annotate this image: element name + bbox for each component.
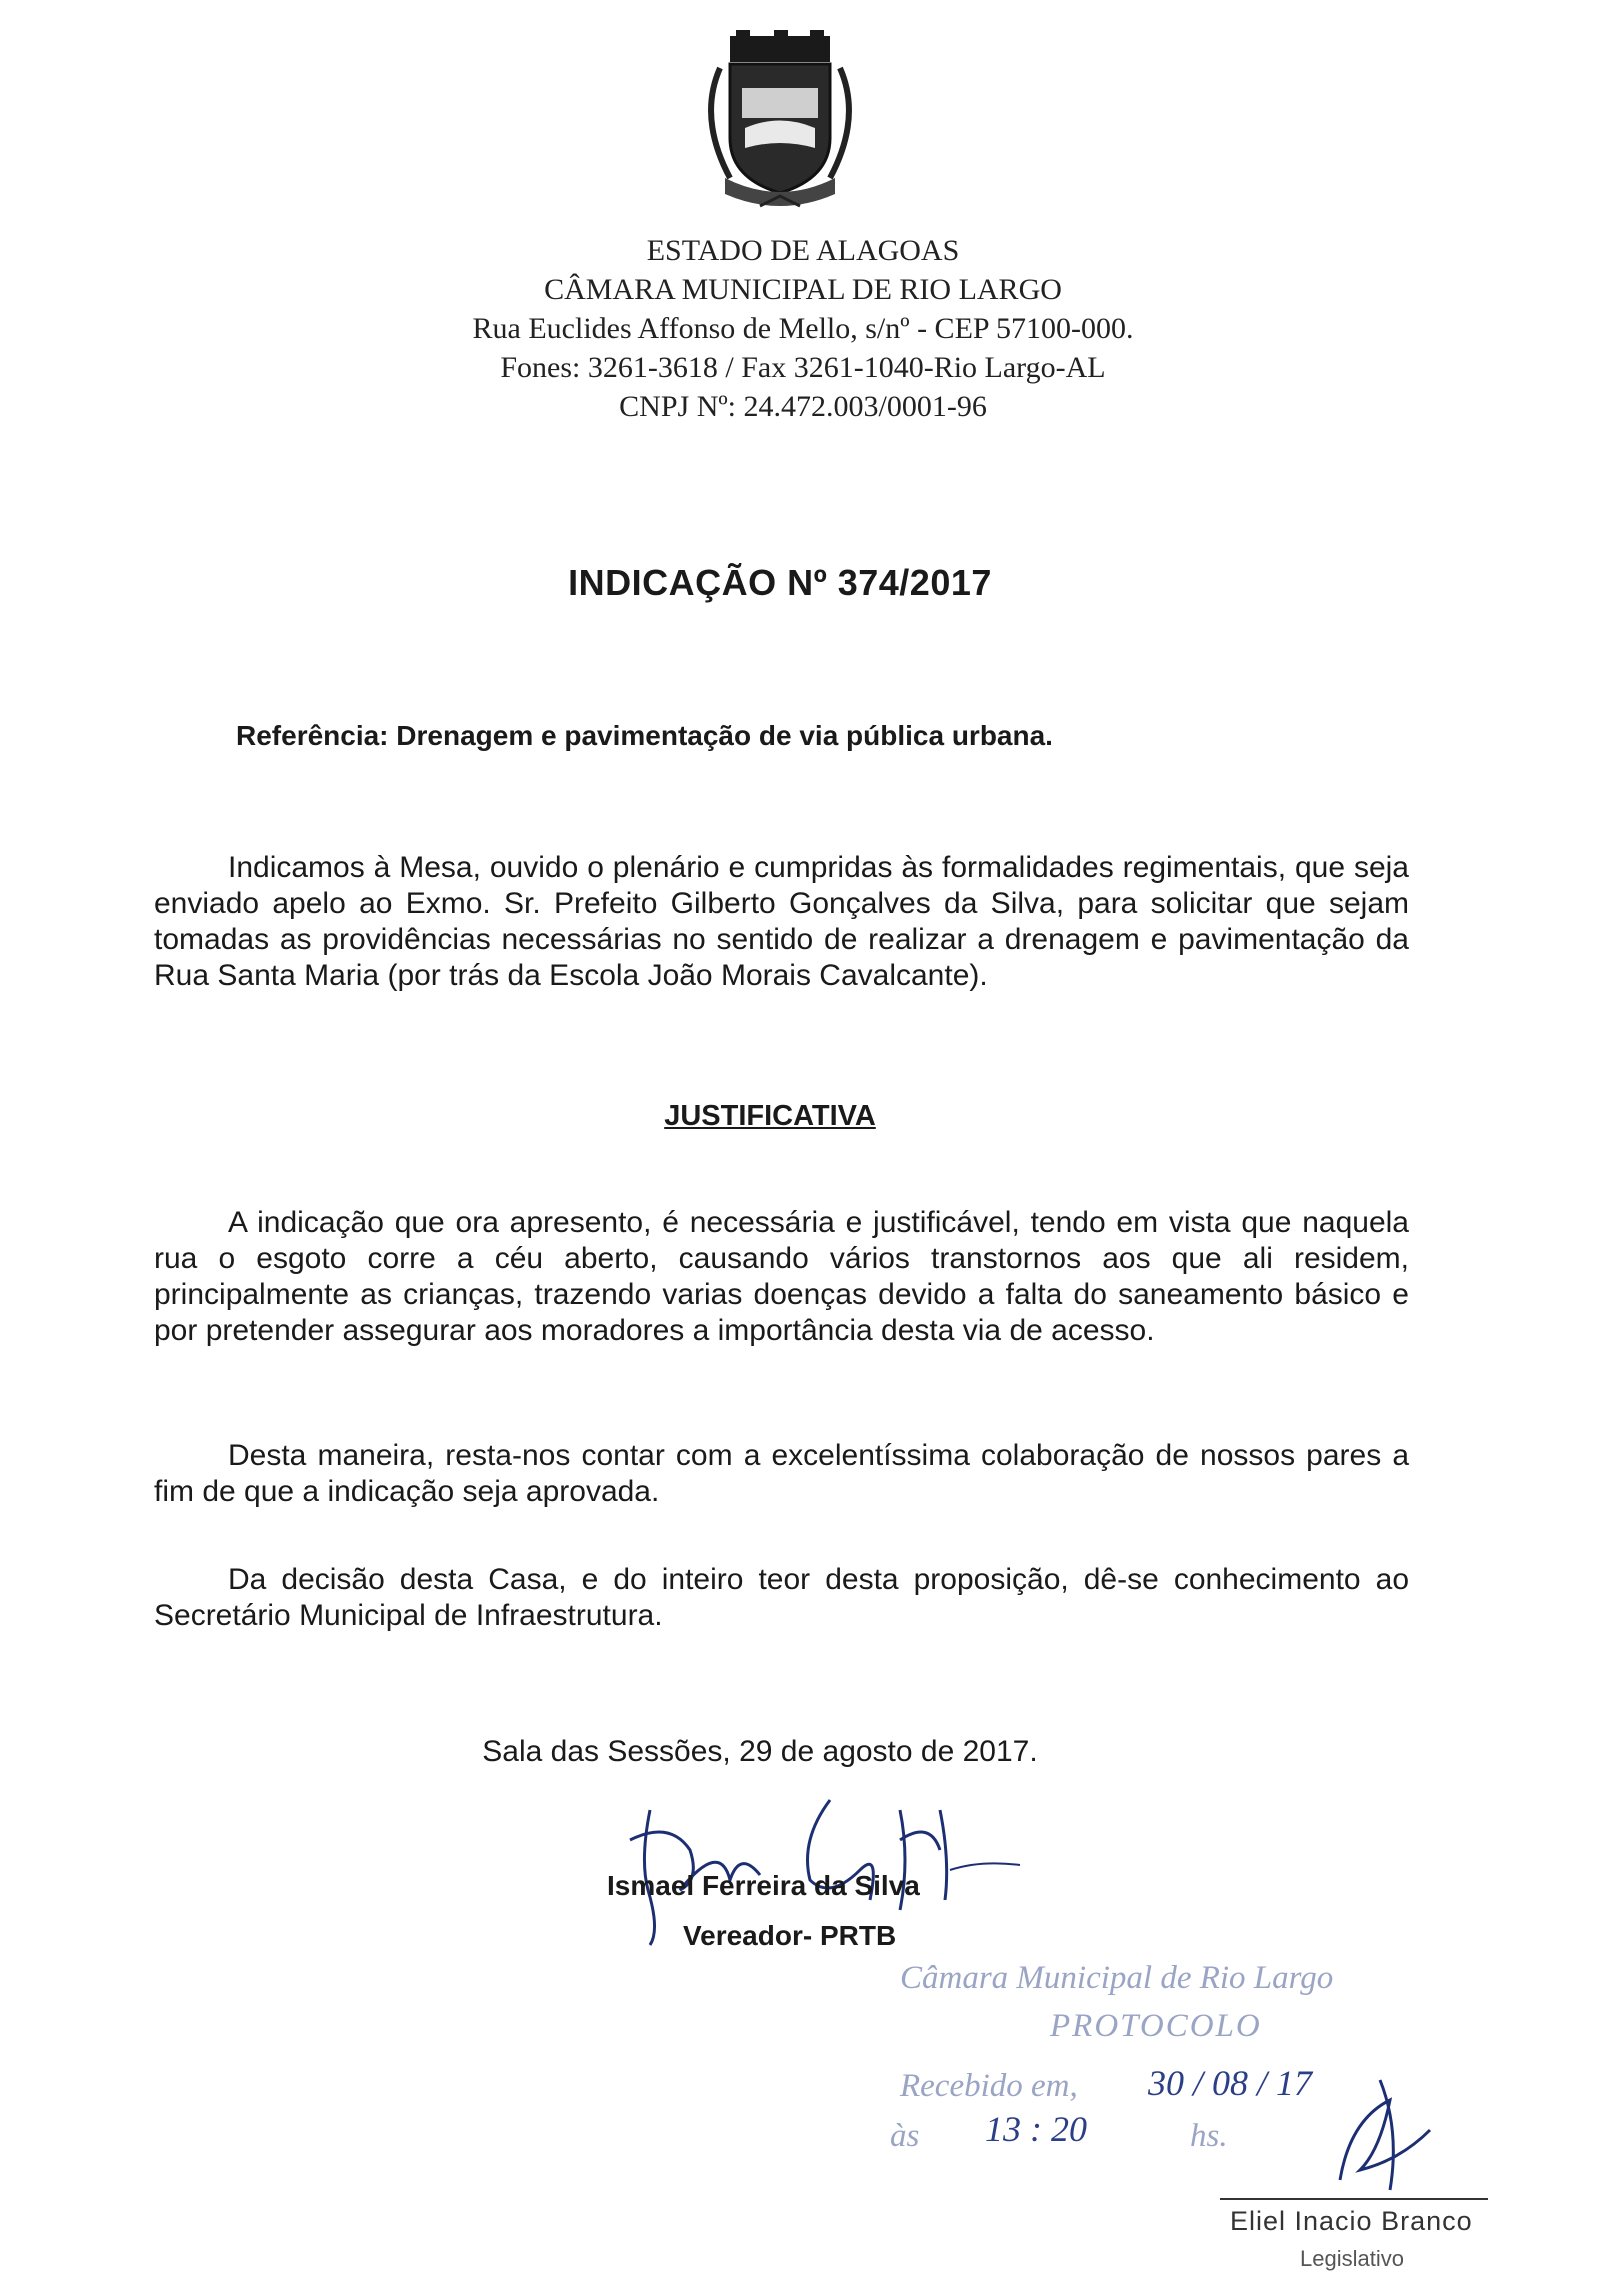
stamp-received-date: 30 / 08 / 17 (1148, 2063, 1313, 2103)
stamp-time-prefix: às (890, 2118, 920, 2154)
body-paragraph: Indicamos à Mesa, ouvido o plenário e cumpridas às formalidades regimentais, que seja enviado apelo ao Exmo. Sr. Prefeito Gilberto Gonçalves da Silva, para solicitar que sejam tomadas as providências necessárias no sentido de realizar a drenagem e pavimentação da Rua Santa Maria (por trás da Escola João Morais Cavalcante). (154, 851, 1409, 992)
clerk-department: Legislativo (1300, 2246, 1404, 2271)
clerk-initials (1320, 2060, 1460, 2200)
stamp-protocol: PROTOCOLO (1050, 2008, 1262, 2044)
cnpj-line: CNPJ Nº: 24.472.003/0001-96 (619, 390, 987, 423)
justification-paragraph-2: Desta maneira, resta-nos contar com a excelentíssima colaboração de nossos pares a fim de que a indicação seja aprovada. (154, 1439, 1409, 1508)
stamp-signature-line (1220, 2198, 1488, 2200)
stamp-hours-suffix: hs. (1190, 2118, 1228, 2154)
state-name: ESTADO DE ALAGOAS (646, 234, 960, 267)
closing-line: Sala das Sessões, 29 de agosto de 2017. (482, 1735, 1038, 1768)
justification-paragraph-3: Da decisão desta Casa, e do inteiro teor desta proposição, dê-se conhecimento ao Secretário Municipal de Infraestrutura. (154, 1563, 1409, 1632)
stamp-chamber: Câmara Municipal de Rio Largo (900, 1960, 1334, 1996)
phone-line: Fones: 3261-3618 / Fax 3261-1040-Rio Largo-AL (500, 351, 1106, 384)
clerk-name: Eliel Inacio Branco (1230, 2206, 1473, 2236)
chamber-name: CÂMARA MUNICIPAL DE RIO LARGO (544, 273, 1062, 306)
stamp-received-label: Recebido em, (900, 2068, 1078, 2104)
signatory-name: Ismael Ferreira da Silva (607, 1870, 920, 1901)
document-title: INDICAÇÃO Nº 374/2017 (568, 562, 992, 603)
justification-heading: JUSTIFICATIVA (664, 1100, 876, 1132)
coat-of-arms-icon (690, 28, 870, 218)
stamp-received-time: 13 : 20 (985, 2109, 1087, 2149)
justification-paragraph-1: A indicação que ora apresento, é necessária e justificável, tendo em vista que naquela rua o esgoto corre a céu aberto, causando vários transtornos aos que ali residem, principalmente as crianças, trazendo varias doenças devido a falta do saneamento básico e por pretender assegurar aos moradores a importância desta via de acesso. (154, 1206, 1409, 1347)
reference-line: Referência: Drenagem e pavimentação de via pública urbana. (236, 720, 1053, 751)
signatory-role: Vereador- PRTB (683, 1920, 897, 1951)
address-line: Rua Euclides Affonso de Mello, s/nº - CEP 57100-000. (472, 312, 1134, 345)
